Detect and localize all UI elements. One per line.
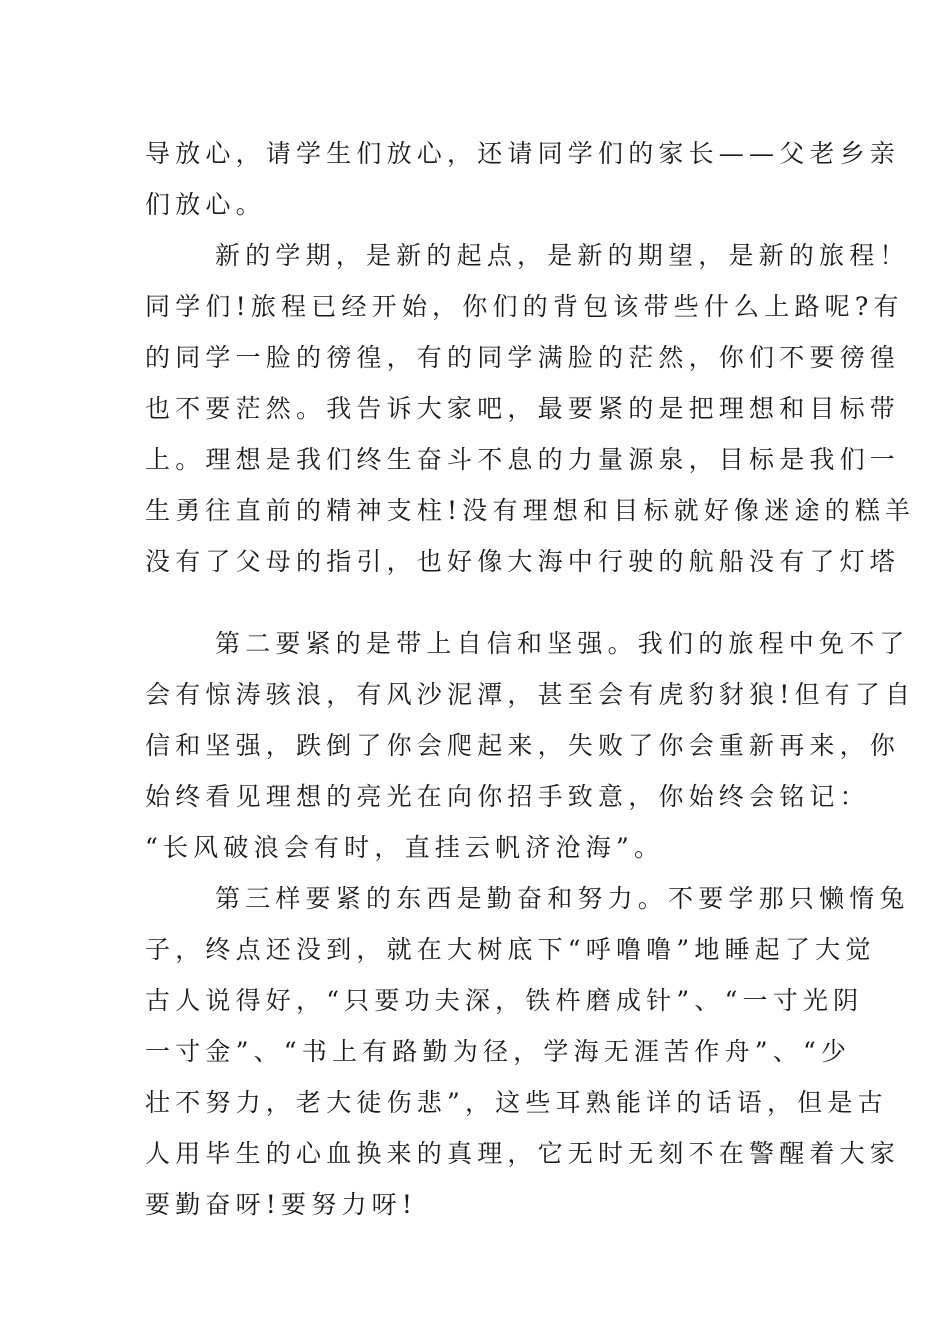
paragraph-line: 壮不努力，老大徒伤悲”，这些耳熟能详的话语，但是古 (145, 1088, 888, 1117)
paragraph-line: 上。理想是我们终生奋斗不息的力量源泉，目标是我们一 (145, 445, 901, 474)
text-block-1 (145, 128, 916, 587)
paragraph-line: 要勤奋呀!要努力呀! (145, 1190, 418, 1219)
paragraph-line: 人用毕生的心血换来的真理，它无时无刻不在警醒着大家 (145, 1139, 901, 1168)
paragraph-line: 没有了父母的指引，也好像大海中行驶的航船没有了灯塔 (145, 547, 901, 576)
paragraph-line: 第三样要紧的东西是勤奋和努力。不要学那只懒惰兔 (215, 884, 910, 913)
paragraph-line: 也不要茫然。我告诉大家吧，最要紧的是把理想和目标带 (145, 394, 901, 423)
paragraph-line: 第二要紧的是带上自信和坚强。我们的旅程中免不了 (215, 629, 910, 658)
text-block-2 (145, 618, 916, 1230)
paragraph-line: 信和坚强，跌倒了你会爬起来，失败了你会重新再来，你 (145, 731, 901, 760)
paragraph-line: 古人说得好，“只要功夫深，铁杵磨成针”、“一寸光阴 (145, 986, 864, 1015)
paragraph-line: 始终看见理想的亮光在向你招手致意，你始终会铭记： (145, 782, 870, 811)
paragraph-line: 导放心，请学生们放心，还请同学们的家长——父老乡亲 (145, 139, 901, 168)
paragraph-line: “长风破浪会有时，直挂云帆济沧海”。 (145, 833, 665, 862)
paragraph-line: 子，终点还没到，就在大树底下“呼噜噜”地睡起了大觉 (145, 935, 876, 964)
paragraph-line: 新的学期，是新的起点，是新的期望，是新的旅程！ (215, 241, 910, 270)
paragraph-line: 的同学一脸的徬徨，有的同学满脸的茫然，你们不要徬徨 (145, 343, 901, 372)
paragraph-line: 一寸金”、“书上有路勤为径，学海无涯苦作舟”、“少 (145, 1037, 852, 1066)
paragraph-line: 们放心。 (145, 190, 266, 219)
paragraph-line: 会有惊涛骇浪，有风沙泥潭，甚至会有虎豹豺狼!但有了自 (145, 680, 916, 709)
paragraph-line: 同学们!旅程已经开始，你们的背包该带些什么上路呢?有 (145, 292, 904, 321)
paragraph-line: 生勇往直前的精神支柱!没有理想和目标就好像迷途的糕羊 (145, 496, 916, 525)
